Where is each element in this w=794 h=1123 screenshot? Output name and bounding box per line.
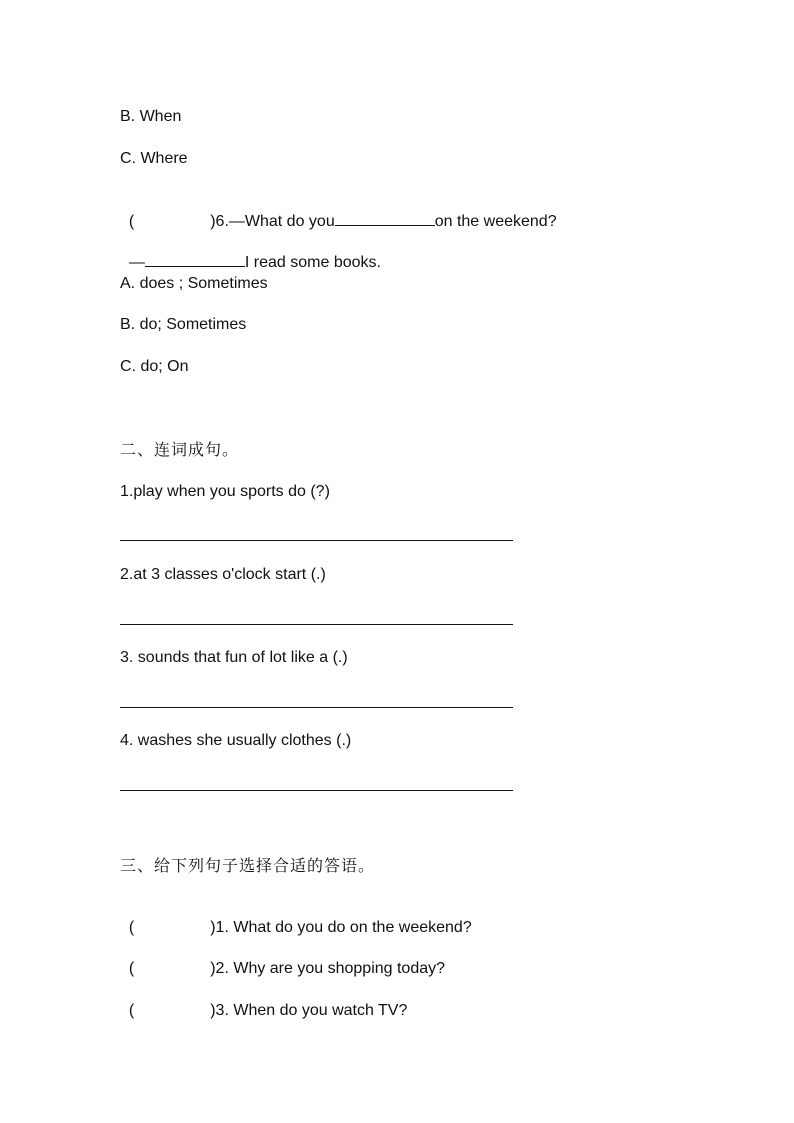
fill-blank-2[interactable] xyxy=(145,252,245,267)
option-c-where: C. Where xyxy=(120,150,188,167)
match-item-1 xyxy=(120,898,472,938)
answer-line-3[interactable] xyxy=(120,707,513,708)
reorder-item-4: 4. washes she usually clothes (.) xyxy=(120,732,352,749)
option-b: B. do; Sometimes xyxy=(120,316,247,333)
question-6 xyxy=(120,191,557,232)
answer-line-4[interactable] xyxy=(120,790,513,791)
dash: — xyxy=(128,254,145,271)
answer-line-1[interactable] xyxy=(120,540,513,541)
answer-paren-open: ( xyxy=(128,960,135,977)
question-text-part1: What do you xyxy=(244,213,335,230)
question-6-reply xyxy=(120,232,381,273)
match-question: )3. When do you watch TV? xyxy=(210,1002,408,1019)
reorder-item-3: 3. sounds that fun of lot like a (.) xyxy=(120,649,348,666)
answer-paren-open: ( xyxy=(128,919,135,936)
question-number: )6. xyxy=(210,213,229,230)
answer-line-2[interactable] xyxy=(120,624,513,625)
option-b-when: B. When xyxy=(120,108,182,125)
section-3-title: 三、给下列句子选择合适的答语。 xyxy=(120,856,376,875)
reply-text: I read some books. xyxy=(244,254,381,271)
answer-paren-open: ( xyxy=(128,213,135,230)
reorder-item-2: 2.at 3 classes o'clock start (.) xyxy=(120,566,326,583)
reorder-item-1: 1.play when you sports do (?) xyxy=(120,483,330,500)
match-item-3 xyxy=(120,981,407,1021)
option-c: C. do; On xyxy=(120,358,189,375)
question-text-part2: on the weekend? xyxy=(434,213,557,230)
dash: — xyxy=(228,213,245,230)
answer-paren-open: ( xyxy=(128,1002,135,1019)
fill-blank-1[interactable] xyxy=(335,211,435,226)
option-a: A. does ; Sometimes xyxy=(120,275,268,292)
match-item-2 xyxy=(120,939,445,979)
match-question: )1. What do you do on the weekend? xyxy=(210,919,472,936)
match-question: )2. Why are you shopping today? xyxy=(210,960,446,977)
section-2-title: 二、连词成句。 xyxy=(120,440,240,459)
